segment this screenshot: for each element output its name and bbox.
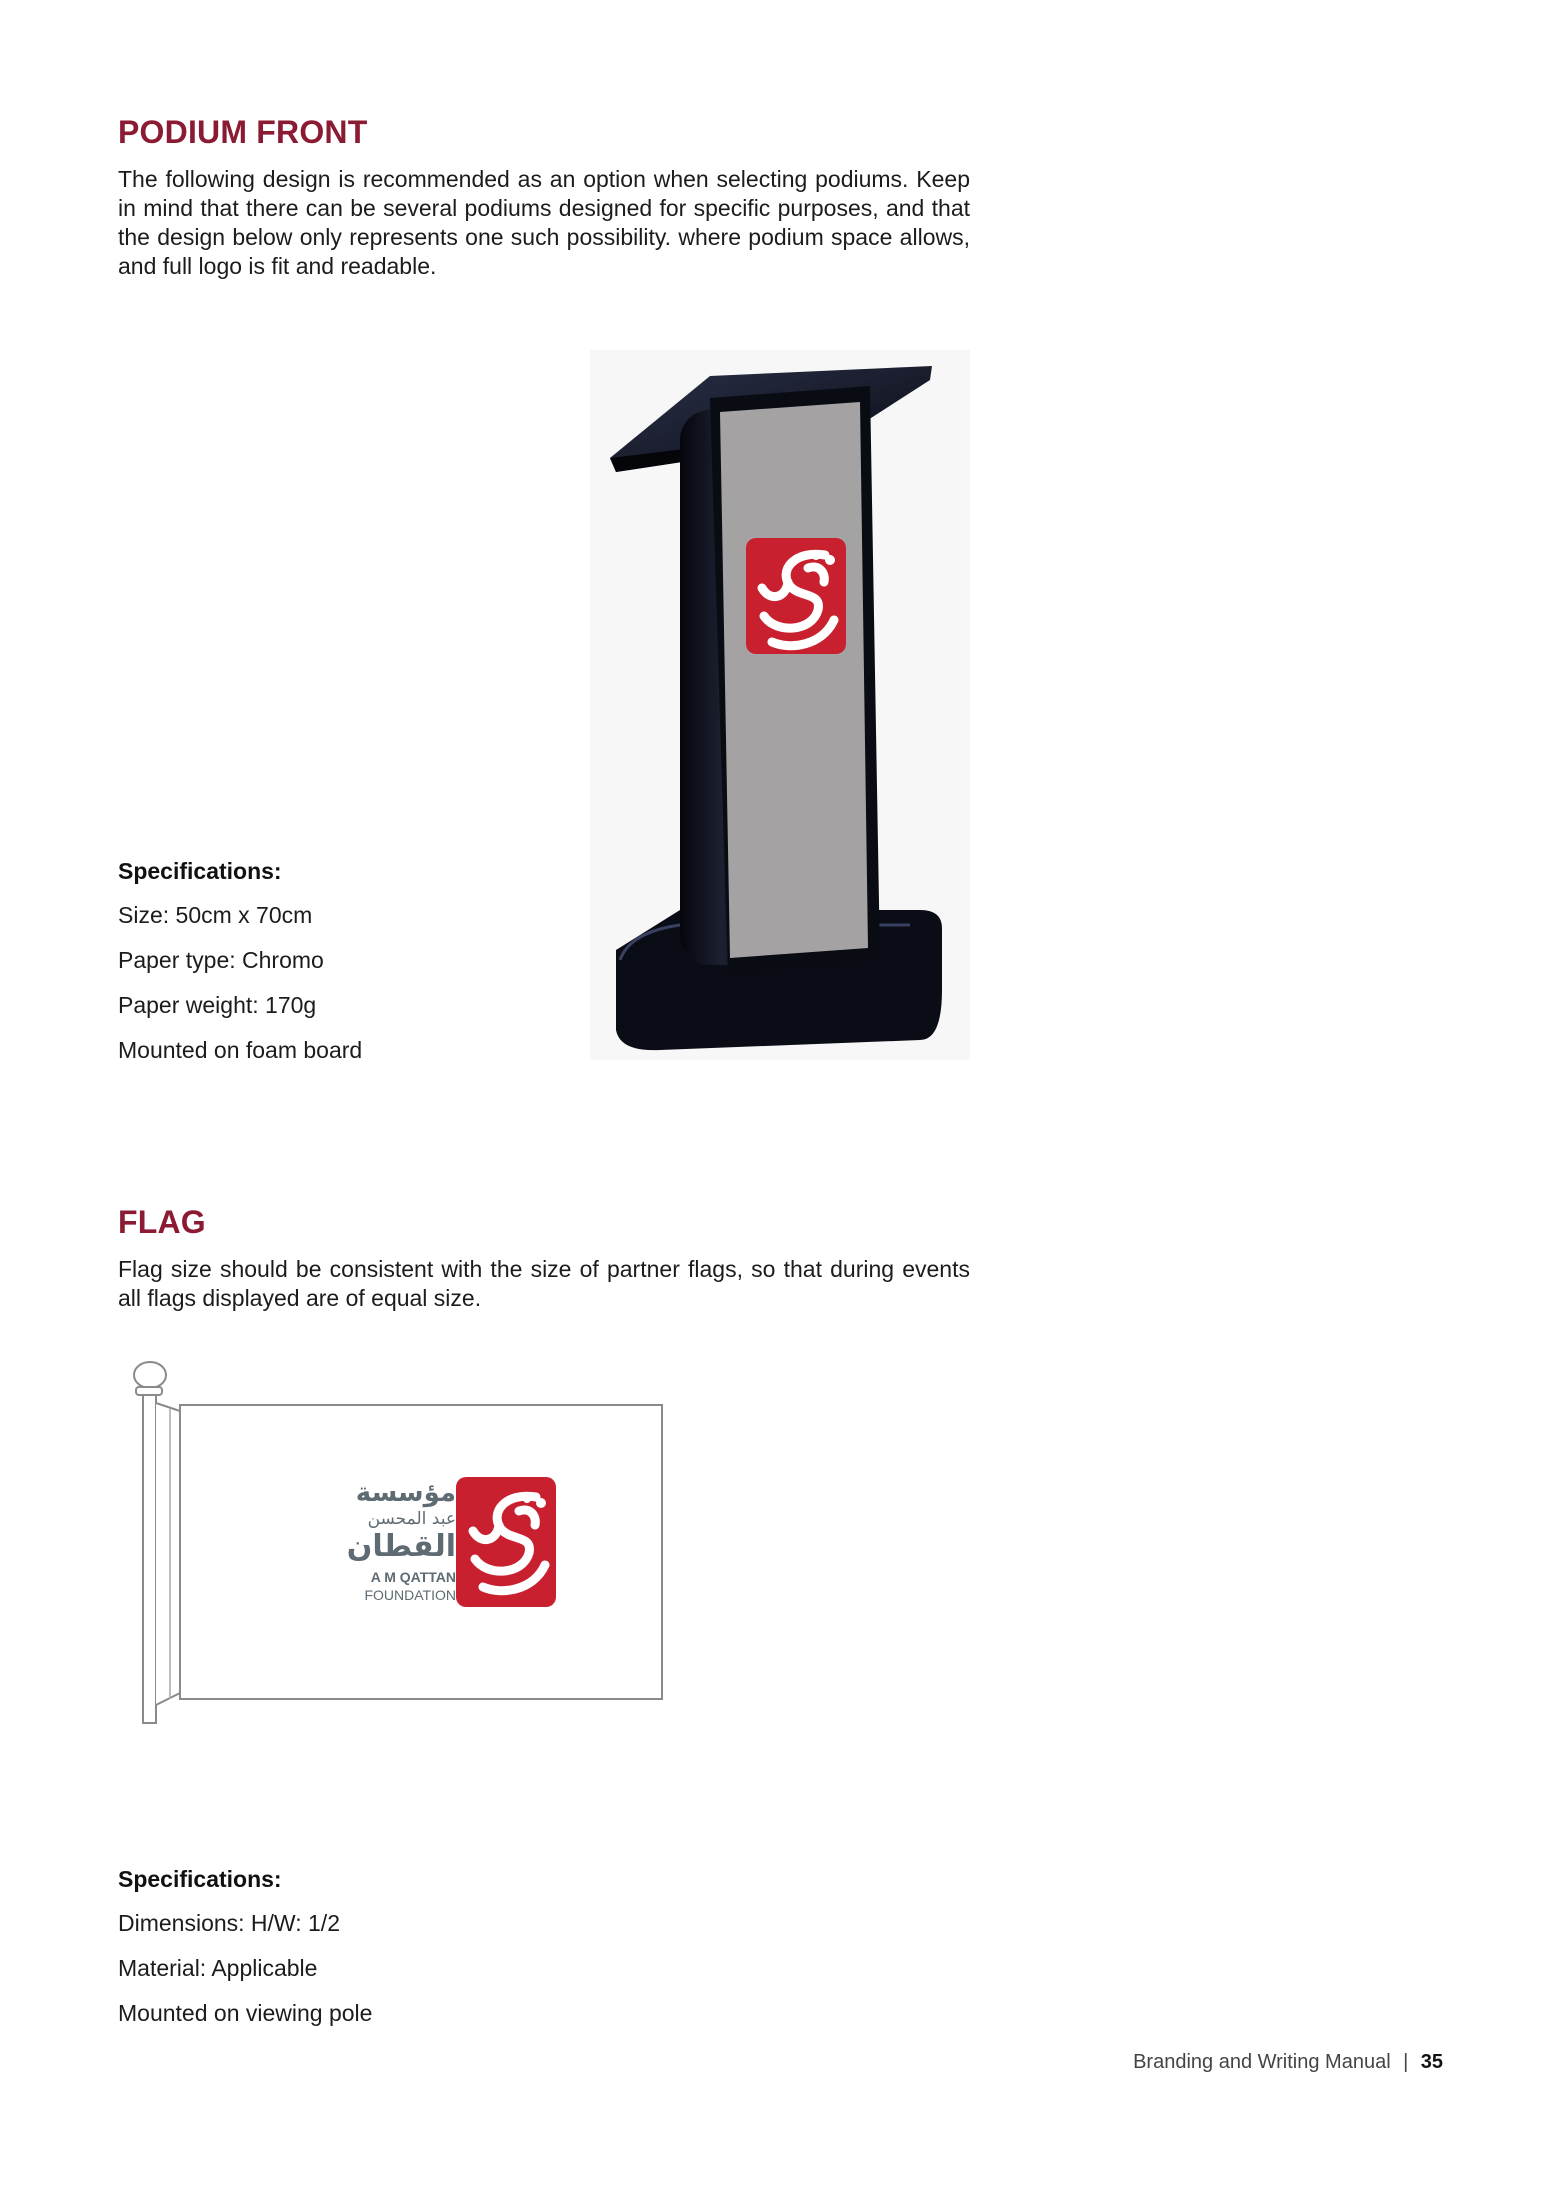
logo-arabic-line3: القطان [346,1529,456,1564]
podium-spec-title: Specifications: [118,858,282,884]
podium-heading: PODIUM FRONT [118,114,368,150]
flag-spec-dimensions: Dimensions: H/W: 1/2 [118,1910,340,1936]
flag-spec-mounting: Mounted on viewing pole [118,2000,373,2026]
footer-page-number: 35 [1420,2051,1443,2073]
footer-separator: | [1403,2051,1409,2073]
footer-manual-title: Branding and Writing Manual [1133,2051,1391,2073]
flag-spec-title: Specifications: [118,1866,282,1892]
flag-logo [306,1477,548,1607]
logo-english-line2: FOUNDATION [364,1587,456,1603]
flag-heading: FLAG [118,1204,206,1240]
page-footer [1133,2051,1443,2074]
podium-spec-paper-weight: Paper weight: 170g [118,992,317,1018]
podium-intro: The following design is recommended as an option when selecting podiums. Keep in mind that there can be several podiums designed for specific purposes, and that the design below only represents one such possibility. where podium space allows, and full logo is fit and readable. [118,166,970,279]
logo-arabic-line1: مؤسسة [355,1478,456,1508]
flag-illustration [128,1355,668,1735]
logo-red-mark [456,1477,556,1607]
podium-spec-size: Size: 50cm x 70cm [118,902,313,928]
podium-illustration [590,350,970,1060]
flag-spec-material: Material: Applicable [118,1955,318,1981]
logo-english-line1: A M QATTAN [370,1569,456,1585]
podium-logo [746,538,846,654]
logo-arabic-line2: عبد المحسن [367,1509,456,1529]
flag-intro: Flag size should be consistent with the size of partner flags, so that during events all flags displayed are of equal size. [118,1256,970,1311]
podium-spec-paper-type: Paper type: Chromo [118,947,324,973]
podium-spec-mounting: Mounted on foam board [118,1037,363,1063]
podium-image [590,350,970,1060]
